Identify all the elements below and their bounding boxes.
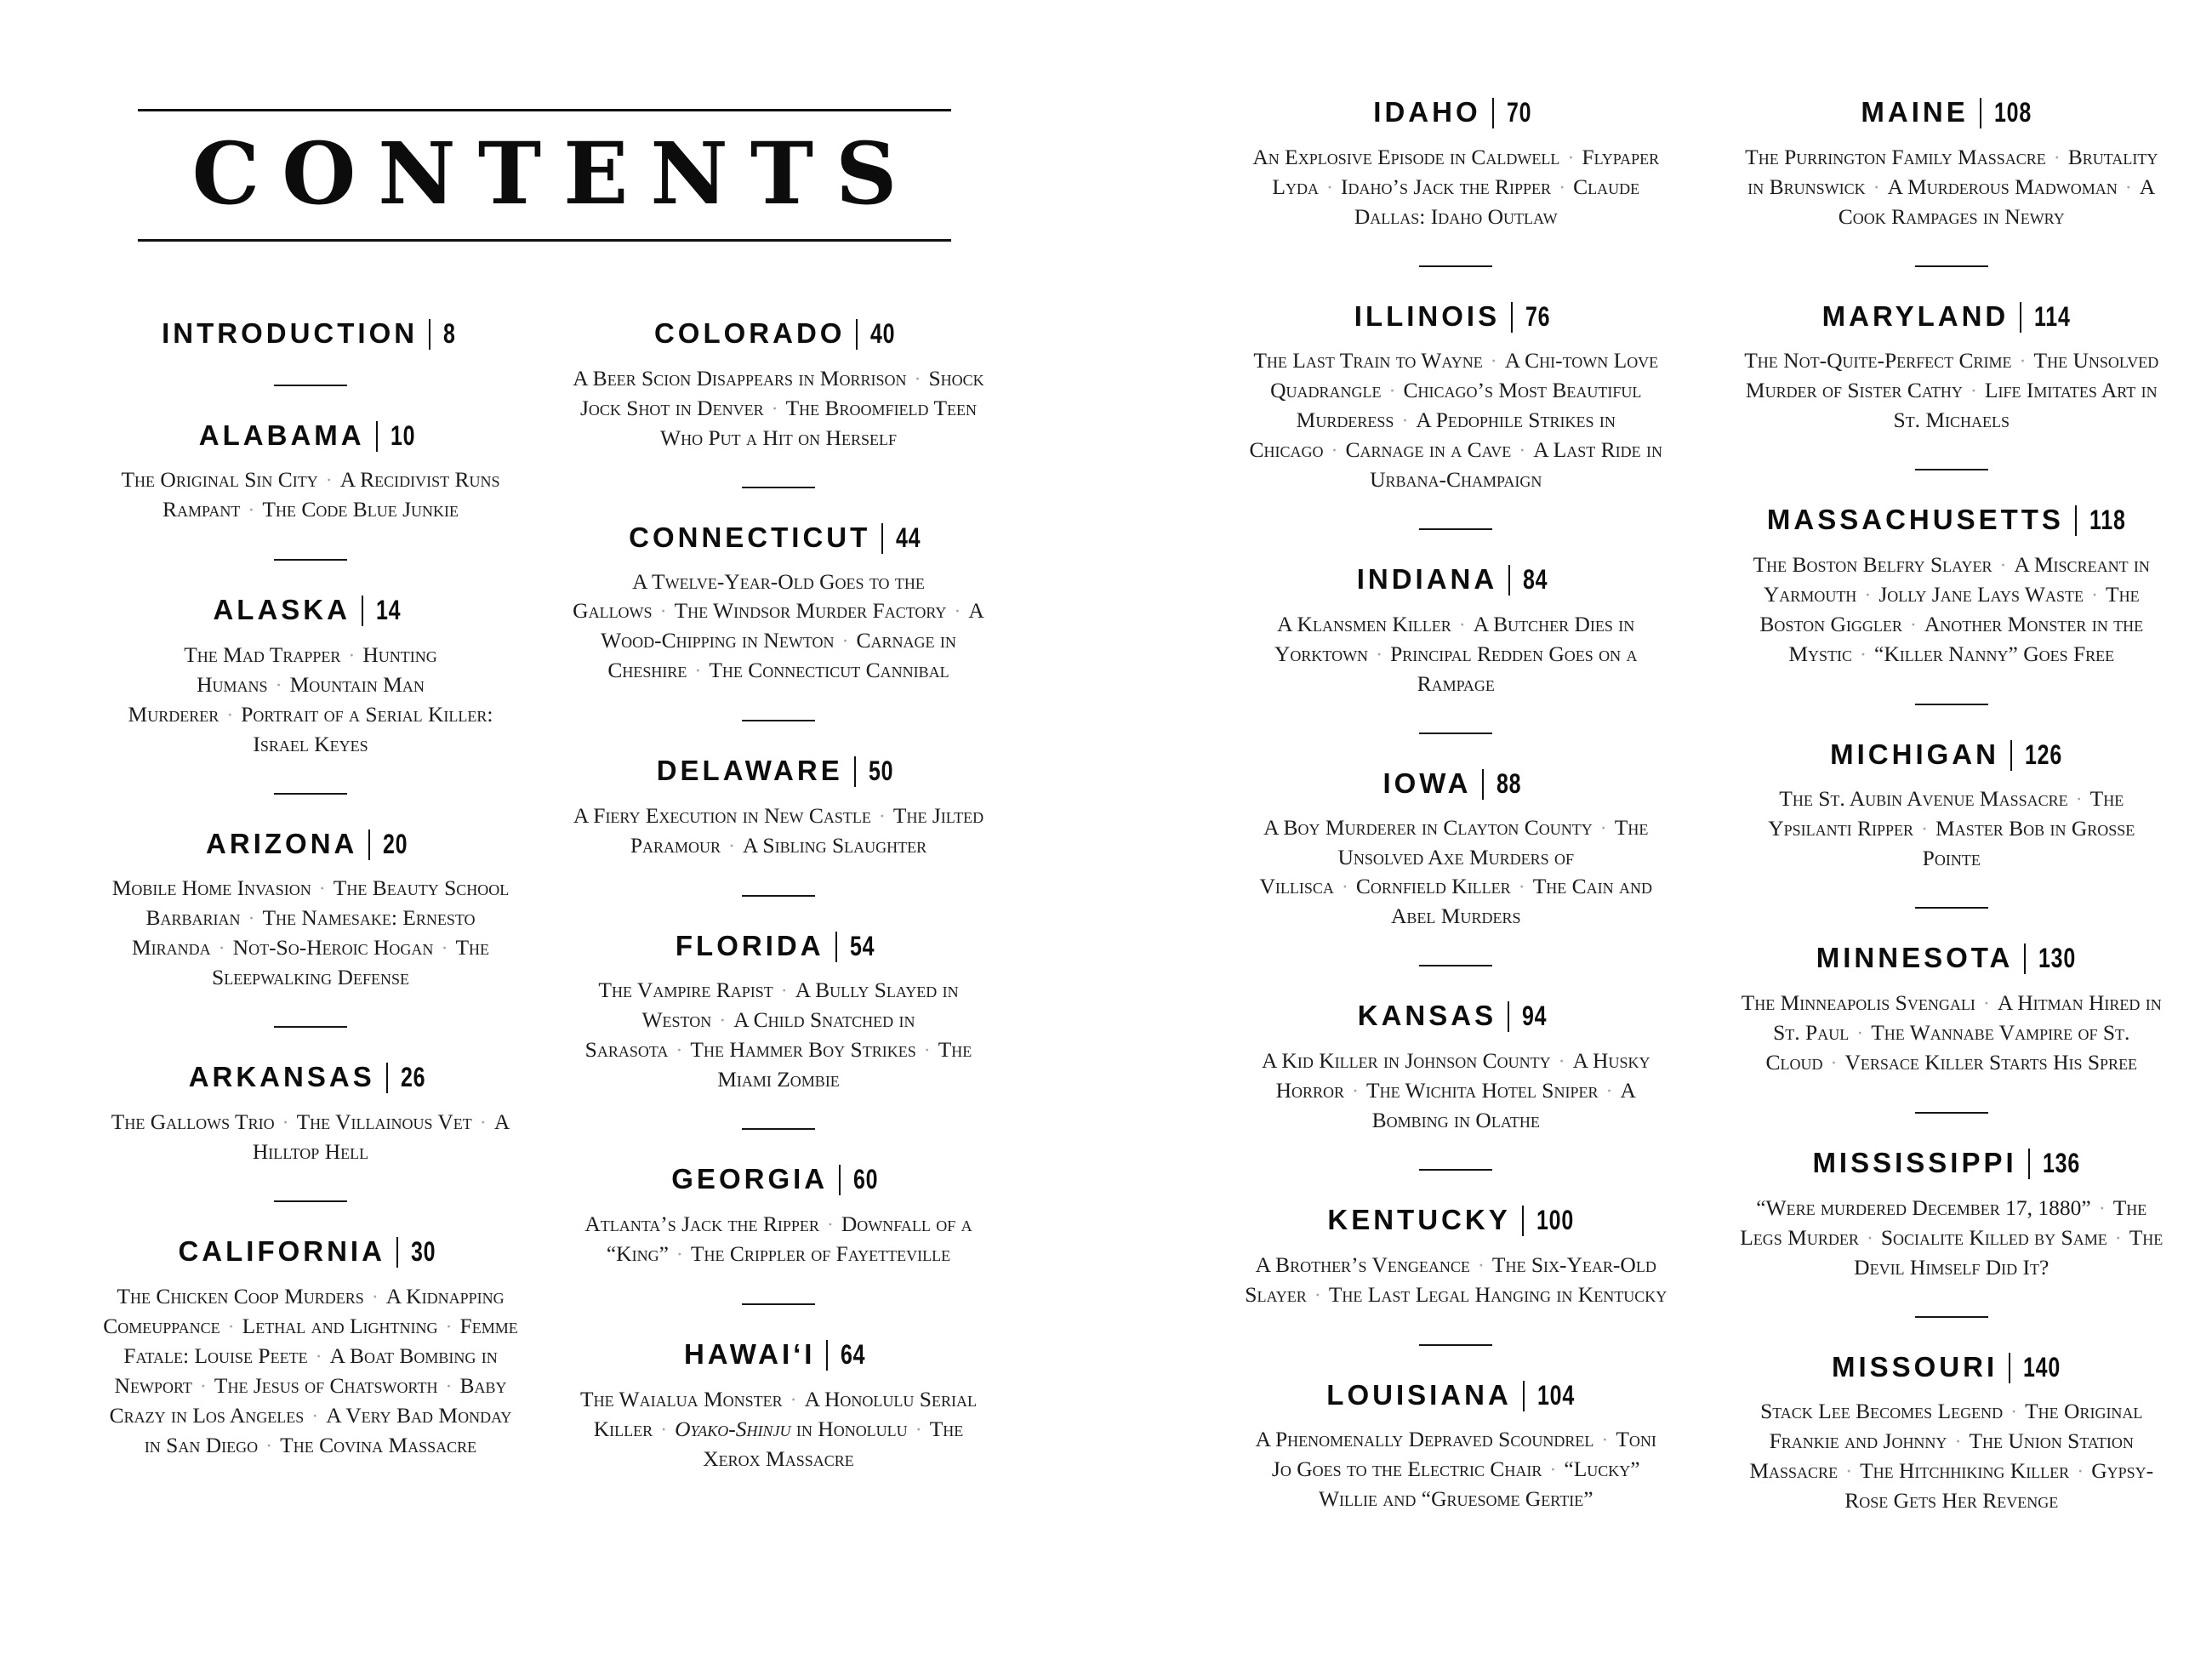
header-divider-bar bbox=[362, 596, 363, 626]
entry-separator-dot: · bbox=[694, 660, 702, 683]
header-divider-bar bbox=[2020, 302, 2021, 333]
toc-column-2 bbox=[570, 316, 987, 1474]
entry-separator-dot: · bbox=[1490, 351, 1497, 373]
state-header bbox=[1234, 1203, 1679, 1237]
state-header bbox=[102, 419, 519, 453]
entry-separator-dot: · bbox=[923, 1040, 931, 1063]
entry-separator-dot: · bbox=[445, 1315, 453, 1338]
page-number: 118 bbox=[2089, 505, 2126, 536]
header-divider-bar bbox=[2028, 1149, 2030, 1179]
section-entries: The Chicken Coop Murders · A Kidnapping Comeuppance · Lethal and Lightning · Femme Fatale: Louise Peete · A Boat Bombing in Newport · The Jesus of Chatsworth · Baby Crazy in Los Angeles · A Very Bad Monday in San Diego · The Covina Massacre bbox=[103, 1283, 518, 1457]
section-entries: A Brother’s Vengeance · The Six-Year-Old Slayer · The Last Legal Hanging in Kentucky bbox=[1245, 1251, 1668, 1307]
state-name: HAWAI‘I bbox=[683, 1337, 816, 1370]
entry-separator-dot: · bbox=[311, 1405, 319, 1428]
header-divider-bar bbox=[854, 756, 856, 787]
state-header bbox=[102, 827, 519, 861]
page-number: 76 bbox=[1525, 300, 1551, 332]
header-divider-bar bbox=[1482, 769, 1484, 800]
state-name: MASSACHUSETTS bbox=[1766, 504, 2064, 536]
header-divider-bar bbox=[1511, 302, 1513, 333]
toc-column-4 bbox=[1730, 95, 2175, 1515]
header-divider-bar bbox=[826, 1340, 828, 1371]
page-number: 136 bbox=[2042, 1147, 2080, 1178]
entry-separator-dot: · bbox=[2098, 1197, 2106, 1220]
entry-separator-dot: · bbox=[1352, 1080, 1360, 1103]
section-entries: The Minneapolis Svengali · A Hitman Hired in St. Paul · The Wannabe Vampire of St. Cloud · Versace Killer Starts His Spree bbox=[1741, 989, 2162, 1075]
entry-separator-dot: · bbox=[1388, 380, 1396, 403]
section-entries: A Phenomenally Depraved Scoundrel · Toni Jo Goes to the Electric Chair · “Lucky” Willie and “Gruesome Gertie” bbox=[1255, 1427, 1656, 1512]
state-name: ILLINOIS bbox=[1354, 299, 1501, 332]
header-divider-bar bbox=[368, 830, 370, 860]
section-entries: A Klansmen Killer · A Butcher Dies in Yorktown · Principal Redden Goes on a Rampage bbox=[1274, 611, 1638, 696]
entry-separator-dot: · bbox=[1954, 1431, 1962, 1454]
entry-separator-dot: · bbox=[2075, 789, 2083, 812]
section-entries: A Boy Murderer in Clayton County · The Unsolved Axe Murders of Villisca · Cornfield Killer · The Cain and Abel Murders bbox=[1259, 815, 1653, 929]
state-header bbox=[1730, 299, 2175, 334]
state-header bbox=[1234, 299, 1679, 334]
section-entries: The Vampire Rapist · A Bully Slayed in Weston · A Child Snatched in Sarasota · The Hammer Boy Strikes · The Miami Zombie bbox=[584, 978, 972, 1092]
entry-separator-dot: · bbox=[2019, 351, 2027, 373]
entry-separator-dot: · bbox=[1477, 1254, 1485, 1277]
state-header bbox=[1234, 767, 1679, 801]
section-entries: A Fiery Execution in New Castle · The Jilted Paramour · A Sibling Slaughter bbox=[573, 802, 984, 858]
state-name: MINNESOTA bbox=[1816, 942, 2014, 974]
entry-separator-dot: · bbox=[1314, 1284, 1321, 1307]
entry-separator-dot: · bbox=[445, 1375, 453, 1398]
state-header bbox=[1730, 738, 2175, 772]
section-entries: The Not-Quite-Perfect Crime · The Unsolved Murder of Sister Cathy · Life Imitates Art in St. Michaels bbox=[1744, 348, 2159, 433]
section-entries: The Last Train to Wayne · A Chi-town Love Quadrangle · Chicago’s Most Beautiful Murderess · A Pedophile Strikes in Chicago · Carnage in a Cave · A Last Ride in Urbana-Champaign bbox=[1249, 348, 1663, 493]
header-divider-bar bbox=[376, 421, 378, 452]
state-name: CALIFORNIA bbox=[178, 1234, 385, 1267]
section-divider bbox=[742, 895, 815, 897]
entry-separator-dot: · bbox=[1341, 876, 1348, 899]
entry-separator-dot: · bbox=[1519, 440, 1526, 463]
entry-separator-dot: · bbox=[728, 835, 736, 858]
section-divider bbox=[274, 385, 347, 386]
section-divider bbox=[274, 793, 347, 795]
entry-separator-dot: · bbox=[1999, 554, 2007, 577]
state-name: IOWA bbox=[1382, 767, 1472, 799]
page-number: 8 bbox=[443, 318, 456, 349]
state-name: MISSISSIPPI bbox=[1812, 1146, 2017, 1178]
section-divider bbox=[1419, 265, 1492, 267]
page-title: CONTENTS bbox=[191, 123, 920, 224]
entry-separator-dot: · bbox=[315, 1345, 322, 1368]
state-header bbox=[1234, 562, 1679, 596]
state-header bbox=[102, 316, 519, 351]
header-divider-bar bbox=[1980, 98, 1981, 128]
entry-separator-dot: · bbox=[318, 878, 326, 901]
section-divider bbox=[1419, 965, 1492, 966]
page-number: 50 bbox=[868, 755, 894, 787]
page-number: 40 bbox=[870, 318, 896, 349]
entry-separator-dot: · bbox=[2124, 176, 2132, 199]
page-number: 88 bbox=[1497, 767, 1522, 799]
entry-separator-dot: · bbox=[371, 1286, 379, 1308]
page-number: 44 bbox=[896, 522, 921, 553]
state-name: KANSAS bbox=[1357, 1000, 1497, 1032]
entry-separator-dot: · bbox=[282, 1111, 289, 1134]
state-header bbox=[1730, 1146, 2175, 1180]
state-name: ARKANSAS bbox=[188, 1061, 375, 1093]
state-header bbox=[570, 521, 987, 555]
entry-separator-dot: · bbox=[248, 908, 255, 931]
page-number: 60 bbox=[853, 1164, 879, 1195]
entry-separator-dot: · bbox=[1518, 876, 1525, 899]
entry-separator-dot: · bbox=[1860, 643, 1867, 666]
section-divider bbox=[1915, 1112, 1988, 1114]
header-divider-bar bbox=[396, 1237, 398, 1268]
state-header bbox=[570, 1337, 987, 1371]
state-name: ALABAMA bbox=[198, 419, 365, 451]
page-number: 26 bbox=[400, 1062, 426, 1093]
title-rule-bottom bbox=[138, 239, 951, 242]
entry-separator-dot: · bbox=[1970, 380, 1977, 403]
state-header bbox=[1730, 941, 2175, 975]
entry-separator-dot: · bbox=[1873, 176, 1880, 199]
page-number: 30 bbox=[410, 1235, 436, 1267]
section-entries: The St. Aubin Avenue Massacre · The Ypsilanti Ripper · Master Bob in Grosse Pointe bbox=[1768, 786, 2135, 871]
section-divider bbox=[742, 487, 815, 488]
state-name: MICHIGAN bbox=[1830, 738, 1999, 770]
header-divider-bar bbox=[1522, 1206, 1524, 1236]
header-divider-bar bbox=[1492, 98, 1494, 128]
page-number: 140 bbox=[2023, 1351, 2061, 1382]
section-entries: The Purrington Family Massacre · Brutality in Brunswick · A Murderous Madwoman · A Cook Rampages in Newry bbox=[1745, 144, 2158, 229]
entry-separator-dot: · bbox=[660, 1418, 668, 1441]
page-number: 64 bbox=[841, 1338, 866, 1370]
state-name: GEORGIA bbox=[671, 1163, 829, 1195]
state-header bbox=[1234, 95, 1679, 129]
entry-separator-dot: · bbox=[771, 397, 778, 420]
section-entries: An Explosive Episode in Caldwell · Flypaper Lyda · Idaho’s Jack the Ripper · Claude Dallas: Idaho Outlaw bbox=[1252, 144, 1660, 229]
page-number: 84 bbox=[1523, 564, 1548, 596]
state-name: ALASKA bbox=[213, 594, 351, 626]
state-header bbox=[1730, 1350, 2175, 1384]
header-divider-bar bbox=[881, 523, 883, 554]
state-name: DELAWARE bbox=[656, 755, 843, 787]
entry-separator-dot: · bbox=[1599, 818, 1607, 841]
section-entries: The Boston Belfry Slayer · A Miscreant in Yarmouth · Jolly Jane Lays Waste · The Boston Giggler · Another Monster in the Mystic · “Killer Nanny” Goes Free bbox=[1753, 551, 2150, 666]
entry-separator-dot: · bbox=[1845, 1461, 1853, 1484]
entry-separator-dot: · bbox=[227, 1315, 235, 1338]
state-name: INDIANA bbox=[1356, 563, 1498, 596]
entry-separator-dot: · bbox=[275, 674, 282, 697]
state-header bbox=[1234, 999, 1679, 1033]
entry-separator-dot: · bbox=[1982, 992, 1990, 1015]
entry-separator-dot: · bbox=[878, 805, 886, 828]
section-divider bbox=[1419, 733, 1492, 734]
entry-separator-dot: · bbox=[226, 704, 234, 727]
entry-separator-dot: · bbox=[218, 938, 225, 961]
state-name: FLORIDA bbox=[675, 929, 824, 961]
contents-title-block bbox=[138, 109, 951, 242]
state-name: ARIZONA bbox=[206, 827, 358, 859]
state-header bbox=[570, 316, 987, 351]
section-divider bbox=[274, 559, 347, 561]
entry-separator-dot: · bbox=[1601, 1429, 1609, 1452]
entry-separator-dot: · bbox=[719, 1010, 727, 1033]
entry-separator-dot: · bbox=[1559, 176, 1566, 199]
entry-separator-dot: · bbox=[2010, 1401, 2018, 1424]
section-divider bbox=[1915, 469, 1988, 470]
toc-column-3 bbox=[1234, 95, 1679, 1515]
page-number: 10 bbox=[390, 419, 415, 451]
section-entries: “Were murdered December 17, 1880” · The Legs Murder · Socialite Killed by Same · The Devil Himself Did It? bbox=[1740, 1194, 2164, 1280]
state-name: IDAHO bbox=[1373, 96, 1481, 128]
toc-column-1 bbox=[102, 316, 519, 1474]
entry-separator-dot: · bbox=[826, 1213, 834, 1236]
header-divider-bar bbox=[1508, 1001, 1509, 1032]
state-header bbox=[102, 593, 519, 627]
entry-separator-dot: · bbox=[676, 1243, 683, 1266]
entry-separator-dot: · bbox=[1567, 146, 1575, 169]
page-number: 94 bbox=[1522, 1001, 1548, 1032]
section-entries: The Gallows Trio · The Villainous Vet · A Hilltop Hell bbox=[111, 1109, 510, 1164]
entry-separator-dot: · bbox=[479, 1111, 487, 1134]
entry-separator-dot: · bbox=[1549, 1459, 1557, 1482]
header-divider-bar bbox=[429, 319, 430, 350]
state-name: LOUISIANA bbox=[1326, 1378, 1512, 1411]
entry-separator-dot: · bbox=[841, 630, 849, 653]
section-divider bbox=[742, 1303, 815, 1305]
section-divider bbox=[1915, 265, 1988, 267]
page-number: 20 bbox=[383, 828, 408, 859]
entry-separator-dot: · bbox=[348, 644, 356, 667]
entry-separator-dot: · bbox=[1558, 1050, 1565, 1073]
state-name: INTRODUCTION bbox=[162, 317, 419, 349]
state-header bbox=[102, 1234, 519, 1268]
section-entries: Mobile Home Invasion · The Beauty School Barbarian · The Namesake: Ernesto Miranda · Not-So-Heroic Hogan · The Sleepwalking Defense bbox=[111, 875, 510, 990]
state-name: KENTUCKY bbox=[1327, 1203, 1511, 1235]
entry-separator-dot: · bbox=[1909, 613, 1917, 636]
header-divider-bar bbox=[386, 1063, 388, 1093]
state-header bbox=[1234, 1378, 1679, 1412]
page-number: 130 bbox=[2038, 943, 2077, 974]
entry-separator-dot: · bbox=[1401, 410, 1409, 433]
entry-separator-dot: · bbox=[1864, 584, 1872, 607]
section-entries: A Twelve-Year-Old Goes to the Gallows · The Windsor Murder Factory · A Wood-Chipping in Newton · Carnage in Cheshire · The Connecticut Cannibal bbox=[573, 569, 984, 683]
entry-separator-dot: · bbox=[1605, 1080, 1613, 1103]
page-right bbox=[1106, 0, 2212, 1659]
entry-separator-dot: · bbox=[1830, 1052, 1838, 1075]
entry-separator-dot: · bbox=[1326, 176, 1333, 199]
state-header bbox=[102, 1060, 519, 1094]
section-divider bbox=[1419, 1169, 1492, 1171]
section-entries: The Waialua Monster · A Honolulu Serial Killer · Oyako-Shinju in Honolulu · The Xerox Massacre bbox=[580, 1386, 977, 1471]
entry-separator-dot: · bbox=[1376, 643, 1383, 666]
page-number: 54 bbox=[849, 930, 875, 961]
page-number: 100 bbox=[1536, 1204, 1574, 1235]
header-divider-bar bbox=[2009, 1353, 2010, 1383]
header-divider-bar bbox=[1508, 565, 1510, 596]
entry-separator-dot: · bbox=[780, 980, 788, 1003]
entry-separator-dot: · bbox=[1921, 818, 1929, 841]
section-divider bbox=[274, 1200, 347, 1202]
entry-separator-dot: · bbox=[2091, 584, 2099, 607]
entry-separator-dot: · bbox=[659, 601, 667, 624]
header-divider-bar bbox=[839, 1165, 841, 1195]
header-divider-bar bbox=[1523, 1381, 1525, 1411]
section-divider bbox=[742, 720, 815, 721]
entry-separator-dot: · bbox=[2114, 1227, 2122, 1250]
entry-separator-dot: · bbox=[915, 1418, 922, 1441]
page-number: 104 bbox=[1536, 1379, 1575, 1411]
section-divider bbox=[1915, 907, 1988, 909]
section-entries: A Kid Killer in Johnson County · A Husky Horror · The Wichita Hotel Sniper · A Bombing in Olathe bbox=[1262, 1047, 1650, 1132]
left-columns bbox=[102, 316, 987, 1474]
entry-separator-dot: · bbox=[1866, 1227, 1873, 1250]
entry-separator-dot: · bbox=[1856, 1022, 1864, 1045]
entry-separator-dot: · bbox=[676, 1040, 683, 1063]
page-number: 114 bbox=[2034, 300, 2071, 332]
section-entries: The Mad Trapper · Hunting Humans · Mountain Man Murderer · Portrait of a Serial Killer: Israel Keyes bbox=[128, 641, 493, 756]
section-divider bbox=[1915, 704, 1988, 705]
state-header bbox=[1730, 503, 2175, 537]
page-number: 126 bbox=[2024, 738, 2062, 770]
entry-separator-dot: · bbox=[265, 1434, 273, 1457]
section-entries: Stack Lee Becomes Legend · The Original Frankie and Johnny · The Union Station Massacre · The Hitchhiking Killer · Gypsy-Rose Gets Her Revenge bbox=[1749, 1399, 2154, 1514]
section-divider bbox=[742, 1128, 815, 1130]
state-header bbox=[570, 929, 987, 963]
right-columns bbox=[1234, 95, 2174, 1515]
state-header bbox=[1730, 95, 2175, 129]
state-header bbox=[570, 1162, 987, 1196]
state-name: MAINE bbox=[1861, 96, 1969, 128]
header-divider-bar bbox=[2024, 944, 2026, 974]
section-divider bbox=[1419, 1344, 1492, 1346]
state-name: CONNECTICUT bbox=[629, 521, 871, 553]
entry-separator-dot: · bbox=[790, 1388, 797, 1411]
entry-separator-dot: · bbox=[2077, 1461, 2084, 1484]
section-entries: A Beer Scion Disappears in Morrison · Shock Jock Shot in Denver · The Broomfield Teen Who Put a Hit on Herself bbox=[573, 365, 984, 450]
section-divider bbox=[1915, 1316, 1988, 1318]
section-divider bbox=[1419, 528, 1492, 530]
state-name: MARYLAND bbox=[1821, 299, 2010, 332]
header-divider-bar bbox=[856, 319, 858, 350]
entry-separator-dot: · bbox=[914, 368, 921, 391]
entry-separator-dot: · bbox=[1331, 440, 1338, 463]
state-name: MISSOURI bbox=[1831, 1350, 1998, 1382]
state-header bbox=[570, 754, 987, 788]
page-number: 108 bbox=[1993, 97, 2032, 128]
entry-separator-dot: · bbox=[441, 938, 448, 961]
entry-separator-dot: · bbox=[1458, 613, 1466, 636]
entry-separator-dot: · bbox=[248, 499, 255, 522]
header-divider-bar bbox=[835, 932, 837, 962]
section-divider bbox=[274, 1026, 347, 1028]
page-number: 70 bbox=[1506, 97, 1531, 128]
section-entries: The Original Sin City · A Recidivist Runs Rampant · The Code Blue Junkie bbox=[121, 467, 500, 522]
entry-separator-dot: · bbox=[2053, 146, 2061, 169]
entry-separator-dot: · bbox=[199, 1375, 207, 1398]
header-divider-bar bbox=[2075, 505, 2077, 536]
entry-separator-dot: · bbox=[325, 470, 333, 493]
section-entries: Atlanta’s Jack the Ripper · Downfall of a “King” · The Crippler of Fayetteville bbox=[584, 1211, 972, 1266]
page-number: 14 bbox=[375, 595, 402, 626]
entry-separator-dot: · bbox=[954, 601, 961, 624]
header-divider-bar bbox=[2010, 740, 2012, 771]
state-name: COLORADO bbox=[653, 317, 846, 349]
